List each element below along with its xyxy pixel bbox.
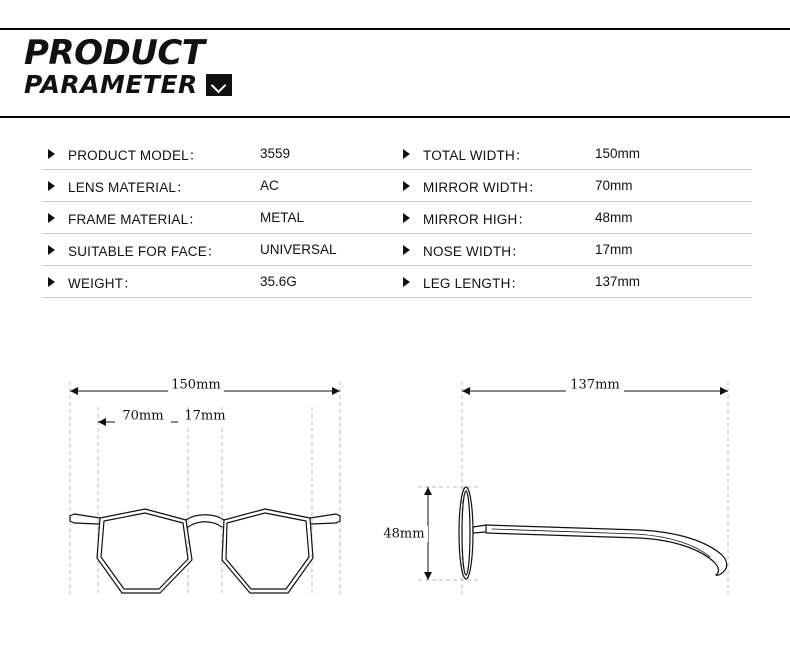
triangle-bullet-icon — [42, 149, 60, 159]
dimension-diagrams — [0, 355, 790, 650]
glasses-front-illustration — [70, 509, 340, 593]
spec-label: PRODUCT MODEL： — [68, 147, 203, 163]
spec-value: 3559 — [260, 146, 291, 161]
spec-value: 48mm — [595, 210, 633, 225]
spec-row — [397, 234, 752, 266]
spec-row — [42, 138, 397, 170]
page-title-line2: PARAMETER — [24, 70, 198, 99]
spec-label: LEG LENGTH： — [423, 275, 525, 291]
side-leg-length-label: 137mm — [570, 377, 620, 393]
spec-row — [397, 266, 752, 298]
front-mirror-width-label: 70mm — [122, 408, 164, 424]
spec-label: FRAME MATERIAL： — [68, 211, 203, 227]
triangle-bullet-icon — [42, 181, 60, 191]
spec-row — [42, 202, 397, 234]
front-total-width-label: 150mm — [171, 377, 221, 393]
triangle-bullet-icon — [397, 277, 415, 287]
page-title-line1: PRODUCT — [24, 33, 205, 73]
chevron-down-icon — [206, 74, 232, 96]
spec-value: 150mm — [595, 146, 641, 161]
spec-label: WEIGHT： — [68, 275, 137, 291]
triangle-bullet-icon — [42, 213, 60, 223]
spec-row — [42, 266, 397, 298]
spec-table — [42, 138, 752, 298]
header-top-rule — [0, 28, 790, 30]
spec-value: 137mm — [595, 274, 641, 289]
side-mirror-high-dimension — [382, 487, 432, 580]
triangle-bullet-icon — [42, 277, 60, 287]
spec-value: 17mm — [595, 242, 633, 257]
triangle-bullet-icon — [397, 149, 415, 159]
spec-label: MIRROR WIDTH： — [423, 179, 542, 195]
triangle-bullet-icon — [397, 213, 415, 223]
spec-column-right — [397, 138, 752, 298]
page-header — [0, 28, 790, 118]
triangle-bullet-icon — [397, 181, 415, 191]
spec-value: AC — [260, 178, 279, 193]
spec-row — [397, 202, 752, 234]
spec-label: MIRROR HIGH： — [423, 211, 532, 227]
front-mirror-width-dimension — [98, 409, 188, 427]
triangle-bullet-icon — [397, 245, 415, 255]
side-mirror-high-label: 48mm — [383, 526, 425, 542]
spec-label: SUITABLE FOR FACE： — [68, 243, 221, 259]
front-nose-width-dimension — [178, 409, 232, 427]
spec-row — [42, 234, 397, 266]
spec-row — [42, 170, 397, 202]
spec-row — [397, 138, 752, 170]
page-title — [24, 33, 232, 99]
spec-value: UNIVERSAL — [260, 242, 337, 257]
triangle-bullet-icon — [42, 245, 60, 255]
front-total-width-dimension — [70, 378, 340, 396]
spec-value: 35.6G — [260, 274, 297, 289]
spec-row — [397, 170, 752, 202]
header-bottom-rule — [0, 116, 790, 118]
spec-value: METAL — [260, 210, 305, 225]
side-leg-length-dimension — [462, 378, 728, 396]
spec-column-left — [42, 138, 397, 298]
spec-label: LENS MATERIAL： — [68, 179, 190, 195]
front-nose-width-label: 17mm — [184, 408, 226, 424]
spec-label: NOSE WIDTH： — [423, 243, 525, 259]
front-view-diagram — [70, 378, 340, 596]
spec-value: 70mm — [595, 178, 633, 193]
diagram-canvas — [0, 355, 790, 650]
side-view-diagram — [382, 378, 728, 596]
glasses-side-illustration — [459, 487, 727, 579]
page-title-line2-row — [24, 72, 232, 97]
spec-label: TOTAL WIDTH： — [423, 147, 529, 163]
